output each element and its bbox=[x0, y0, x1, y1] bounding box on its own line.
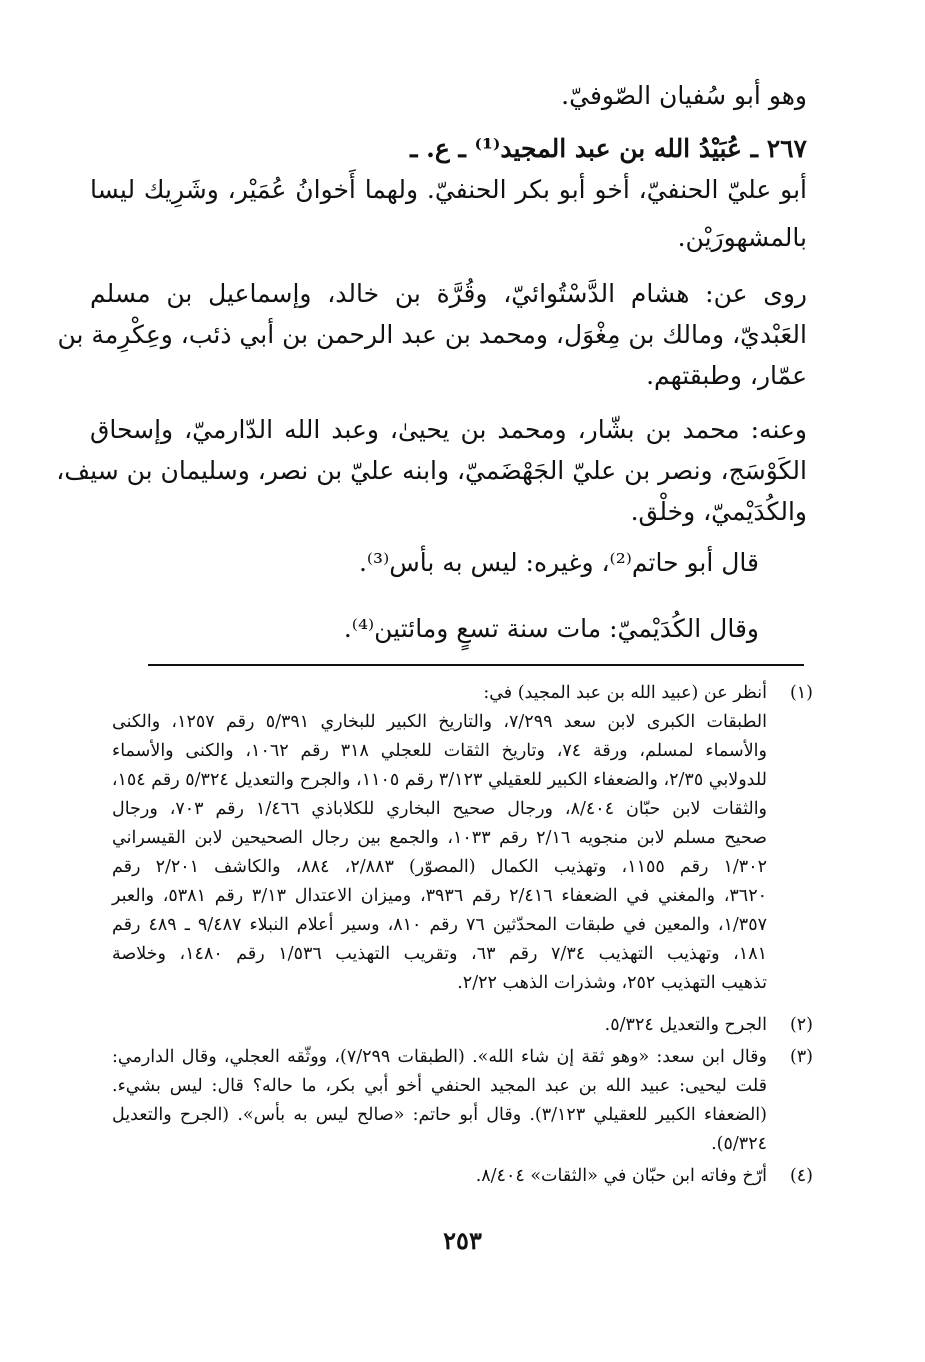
bio-line-1: أبو عليّ الحنفيّ، أخو أبو بكر الحنفيّ. ولهما أَخوانُ عُمَيْر، وشَرِيك ليسا bbox=[90, 175, 807, 204]
quote-abu-hatim: قال أبو حاتم⁽²⁾، وغيره: ليس به بأس⁽³⁾. bbox=[358, 548, 759, 577]
quote-kudaymi: وقال الكُدَيْميّ: مات سنة تسعٍ ومائتين⁽⁴⁾. bbox=[343, 614, 759, 643]
footnote-number: (٣) bbox=[789, 1047, 813, 1067]
footnote-line: أرّخ وفاته ابن حبّان في «الثقات» ٨/٤٠٤. bbox=[475, 1166, 767, 1186]
footnote-separator bbox=[148, 664, 804, 666]
page-number: ٢٥٣ bbox=[443, 1226, 482, 1255]
footnote-line: وقال ابن سعد: «وهو ثقة إن شاء الله». (الطبقات ٧/٢٩٩)، ووثّقه العجلي، وقال الدارمي: bbox=[112, 1047, 767, 1067]
entry-heading: ٢٦٧ ـ عُبَيْدُ الله بن عبد المجيد⁽¹⁾ ـ ع. ـ bbox=[410, 134, 807, 163]
narrated-by-line-1: وعنه: محمد بن بشّار، ومحمد بن يحيىٰ، وعبد الله الدّارميّ، وإسحاق bbox=[90, 415, 807, 444]
footnote-line: والثقات لابن حبّان ٨/٤٠٤، ورجال صحيح البخاري للكلاباذي ١/٤٦٦ رقم ٧٠٣، ورجال bbox=[112, 799, 768, 819]
footnote-line: ١/٣٠٢ رقم ١١٥٥، وتهذيب الكمال (المصوّر) ٢/٨٨٣، ٨٨٤، والكاشف ٢/٢٠١ رقم bbox=[112, 857, 768, 877]
footnote-line: ١/٣٥٧، والمعين في طبقات المحدّثين ٧٦ رقم ٨١٠، وسير أعلام النبلاء ٩/٤٨٧ ـ ٤٨٩ رقم bbox=[112, 915, 767, 935]
narrated-from-line-2: العَبْديّ، ومالك بن مِغْوَل، ومحمد بن عبد الرحمن بن أبي ذئب، وعِكْرِمة بن bbox=[57, 320, 807, 349]
footnote-line: للدولابي ٢/٣٥، والضعفاء الكبير للعقيلي ٣/١٢٣ رقم ١١٠٥، والجرح والتعديل ٥/٣٢٤ رقم ١٥٤، bbox=[111, 770, 767, 790]
footnote-line: قلت ليحيى: عبيد الله بن عبد المجيد الحنفي أخو أبي بكر، ما حاله؟ قال: ليس بشيء. bbox=[112, 1076, 767, 1096]
footnote-line: تذهيب التهذيب ٢٥٢، وشذرات الذهب ٢/٢٢. bbox=[457, 973, 767, 993]
footnote-line: ٥/٣٢٤). bbox=[711, 1134, 767, 1154]
narrated-by-line-2: الكَوْسَج، ونصر بن عليّ الجَهْضَميّ، وابنه عليّ بن نصر، وسليمان بن سيف، bbox=[56, 456, 807, 485]
footnote-line: الجرح والتعديل ٥/٣٢٤. bbox=[604, 1015, 767, 1035]
narrated-by-line-3: والكُدَيْميّ، وخلْق. bbox=[630, 497, 807, 526]
footnote-line: ٣٦٢٠، والمغني في الضعفاء ٢/٤١٦ رقم ٣٩٣٦، وميزان الاعتدال ٣/١٣ رقم ٥٣٨١، والعبر bbox=[112, 886, 768, 906]
footnote-line: صحيح مسلم لابن منجويه ٢/١٦ رقم ١٠٣٣، والجمع بين رجال الصحيحين لابن القيسراني bbox=[112, 828, 768, 848]
footnote-line: ١٨١، وتهذيب التهذيب ٧/٣٤ رقم ٦٣، وتقريب التهذيب ١/٥٣٦ رقم ١٤٨٠، وخلاصة bbox=[112, 944, 767, 964]
narrated-from-line-3: عمّار، وطبقتهم. bbox=[646, 361, 807, 390]
footnote-line: أنظر عن (عبيد الله بن عبد المجيد) في: bbox=[483, 683, 767, 703]
footnote-number: (١) bbox=[789, 683, 813, 703]
footnote-line: الطبقات الكبرى لابن سعد ٧/٢٩٩، والتاريخ الكبير للبخاري ٥/٣٩١ رقم ١٢٥٧، والكنى bbox=[112, 712, 767, 732]
footnote-line: والأسماء لمسلم، ورقة ٧٤، وتاريخ الثقات للعجلي ٣١٨ رقم ١٠٦٢، والكنى والأسماء bbox=[112, 741, 767, 761]
bio-line-2: بالمشهورَيْن. bbox=[677, 223, 807, 252]
previous-entry-tail: وهو أبو سُفيان الصّوفيّ. bbox=[561, 81, 807, 110]
footnote-number: (٢) bbox=[789, 1015, 813, 1035]
footnote-line: (الضعفاء الكبير للعقيلي ٣/١٢٣). وقال أبو حاتم: «صالح ليس به بأس». (الجرح والتعديل bbox=[112, 1105, 767, 1125]
footnote-number: (٤) bbox=[789, 1166, 813, 1186]
narrated-from-line-1: روى عن: هشام الدَّسْتُوائيّ، وقُرَّة بن خالد، وإسماعيل بن مسلم bbox=[90, 279, 807, 308]
